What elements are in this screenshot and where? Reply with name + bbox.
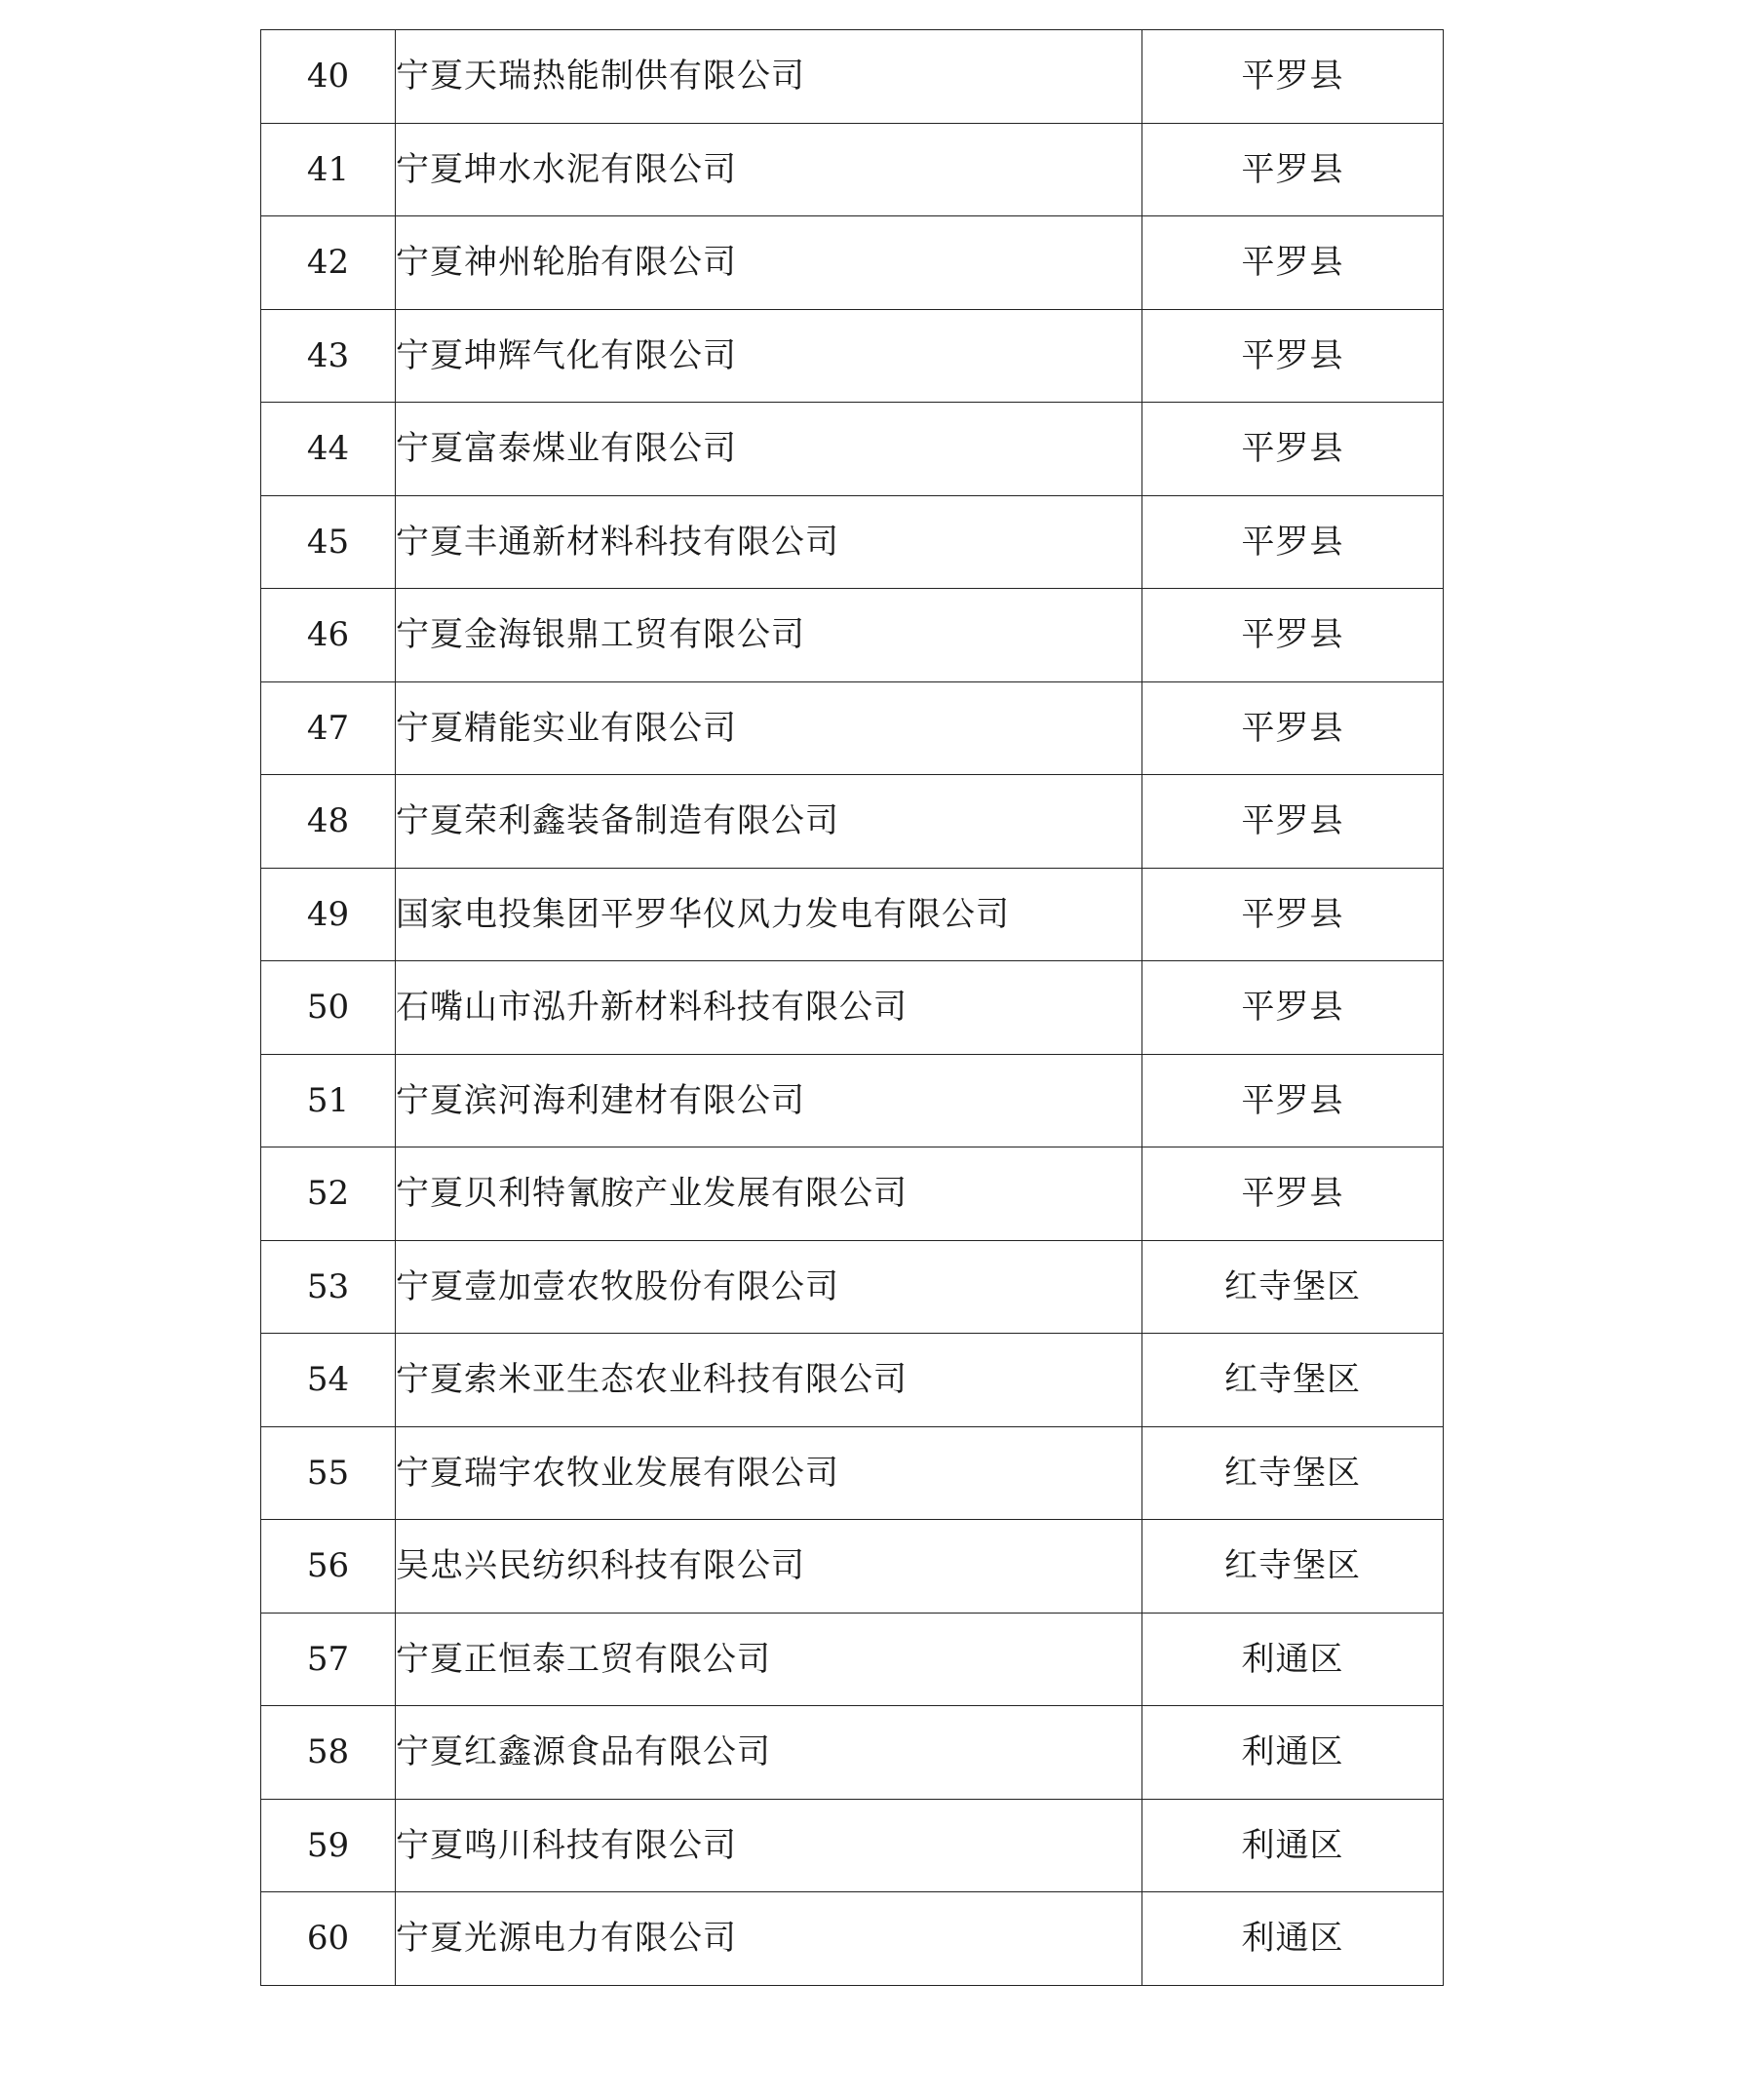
company-name: 宁夏精能实业有限公司	[396, 681, 1142, 775]
company-name: 国家电投集团平罗华仪风力发电有限公司	[396, 868, 1142, 961]
region-name: 平罗县	[1142, 30, 1444, 124]
table-row	[261, 1054, 1444, 1147]
region-name: 红寺堡区	[1142, 1426, 1444, 1520]
row-number: 45	[261, 495, 396, 589]
company-name: 宁夏荣利鑫装备制造有限公司	[396, 775, 1142, 869]
region-name: 红寺堡区	[1142, 1334, 1444, 1427]
table-row	[261, 1426, 1444, 1520]
company-name: 宁夏坤辉气化有限公司	[396, 309, 1142, 403]
document-page	[260, 29, 1442, 1986]
table-row	[261, 495, 1444, 589]
table-row	[261, 1892, 1444, 1986]
row-number: 57	[261, 1613, 396, 1706]
company-name: 吴忠兴民纺织科技有限公司	[396, 1520, 1142, 1614]
table-row	[261, 1147, 1444, 1241]
region-name: 平罗县	[1142, 403, 1444, 496]
table-row	[261, 1520, 1444, 1614]
enterprise-table	[260, 29, 1444, 1986]
row-number: 55	[261, 1426, 396, 1520]
region-name: 平罗县	[1142, 495, 1444, 589]
company-name: 宁夏神州轮胎有限公司	[396, 216, 1142, 310]
region-name: 利通区	[1142, 1613, 1444, 1706]
region-name: 平罗县	[1142, 775, 1444, 869]
region-name: 利通区	[1142, 1706, 1444, 1800]
company-name: 宁夏正恒泰工贸有限公司	[396, 1613, 1142, 1706]
row-number: 58	[261, 1706, 396, 1800]
row-number: 47	[261, 681, 396, 775]
row-number: 44	[261, 403, 396, 496]
row-number: 49	[261, 868, 396, 961]
table-row	[261, 1799, 1444, 1892]
company-name: 石嘴山市泓升新材料科技有限公司	[396, 961, 1142, 1055]
row-number: 48	[261, 775, 396, 869]
table-row	[261, 1240, 1444, 1334]
table-row	[261, 1706, 1444, 1800]
region-name: 利通区	[1142, 1892, 1444, 1986]
region-name: 平罗县	[1142, 1147, 1444, 1241]
table-row	[261, 1613, 1444, 1706]
company-name: 宁夏壹加壹农牧股份有限公司	[396, 1240, 1142, 1334]
row-number: 60	[261, 1892, 396, 1986]
region-name: 平罗县	[1142, 216, 1444, 310]
row-number: 54	[261, 1334, 396, 1427]
region-name: 平罗县	[1142, 123, 1444, 216]
company-name: 宁夏金海银鼎工贸有限公司	[396, 589, 1142, 682]
table-row	[261, 123, 1444, 216]
table-row	[261, 403, 1444, 496]
table-row	[261, 30, 1444, 124]
row-number: 42	[261, 216, 396, 310]
company-name: 宁夏贝利特氰胺产业发展有限公司	[396, 1147, 1142, 1241]
row-number: 56	[261, 1520, 396, 1614]
company-name: 宁夏红鑫源食品有限公司	[396, 1706, 1142, 1800]
row-number: 43	[261, 309, 396, 403]
region-name: 平罗县	[1142, 868, 1444, 961]
row-number: 46	[261, 589, 396, 682]
company-name: 宁夏富泰煤业有限公司	[396, 403, 1142, 496]
company-name: 宁夏天瑞热能制供有限公司	[396, 30, 1142, 124]
row-number: 40	[261, 30, 396, 124]
table-row	[261, 681, 1444, 775]
row-number: 52	[261, 1147, 396, 1241]
table-row	[261, 589, 1444, 682]
region-name: 平罗县	[1142, 681, 1444, 775]
table-row	[261, 868, 1444, 961]
company-name: 宁夏滨河海利建材有限公司	[396, 1054, 1142, 1147]
table-row	[261, 216, 1444, 310]
table-row	[261, 309, 1444, 403]
row-number: 41	[261, 123, 396, 216]
company-name: 宁夏丰通新材料科技有限公司	[396, 495, 1142, 589]
region-name: 平罗县	[1142, 961, 1444, 1055]
row-number: 50	[261, 961, 396, 1055]
region-name: 红寺堡区	[1142, 1240, 1444, 1334]
region-name: 平罗县	[1142, 309, 1444, 403]
company-name: 宁夏瑞宇农牧业发展有限公司	[396, 1426, 1142, 1520]
row-number: 53	[261, 1240, 396, 1334]
company-name: 宁夏光源电力有限公司	[396, 1892, 1142, 1986]
enterprise-table-body	[261, 30, 1444, 1986]
region-name: 红寺堡区	[1142, 1520, 1444, 1614]
table-row	[261, 775, 1444, 869]
region-name: 平罗县	[1142, 1054, 1444, 1147]
region-name: 平罗县	[1142, 589, 1444, 682]
company-name: 宁夏坤水水泥有限公司	[396, 123, 1142, 216]
company-name: 宁夏鸣川科技有限公司	[396, 1799, 1142, 1892]
row-number: 59	[261, 1799, 396, 1892]
table-row	[261, 1334, 1444, 1427]
region-name: 利通区	[1142, 1799, 1444, 1892]
row-number: 51	[261, 1054, 396, 1147]
company-name: 宁夏索米亚生态农业科技有限公司	[396, 1334, 1142, 1427]
table-row	[261, 961, 1444, 1055]
